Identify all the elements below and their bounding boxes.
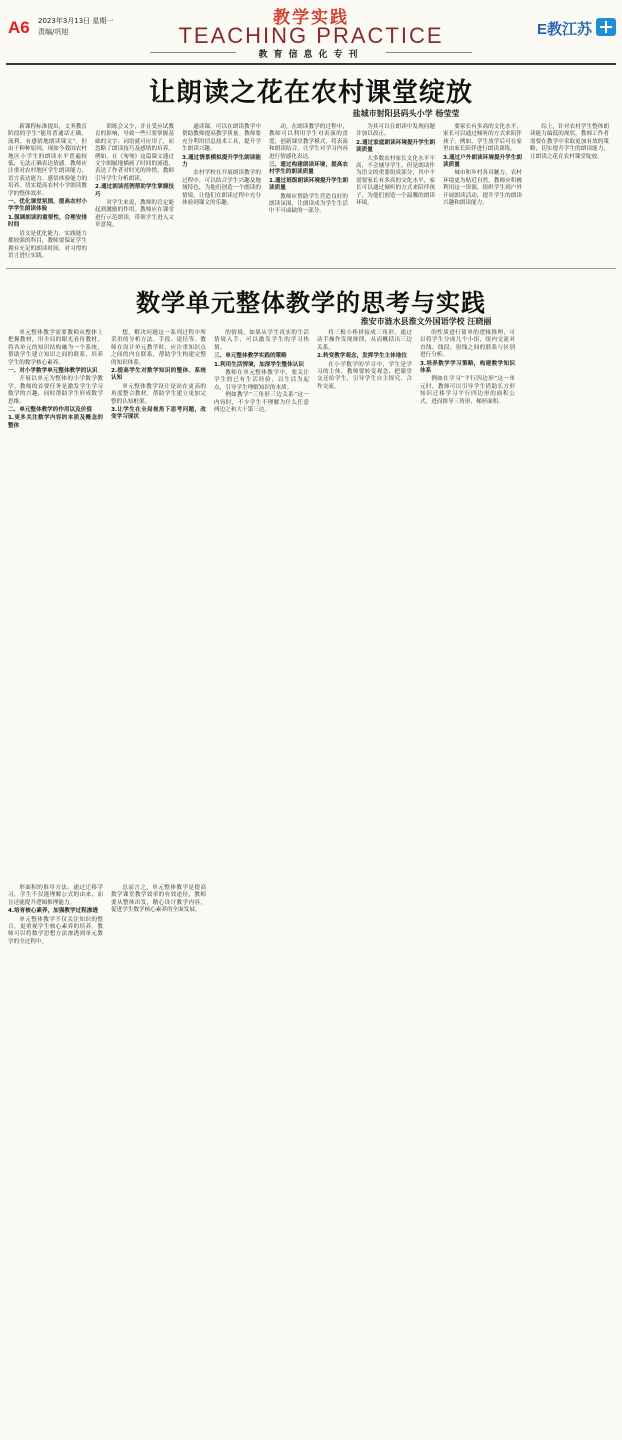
paragraph: 城市和乡村各具魅力，农村环境更为贴近自然，教师应积极利用这一资源，组织学生到户外开展朗读活动，提升学生的朗读兴趣和朗读能力。 — [443, 170, 522, 207]
section-heading: 一、对小学数学单元整体教学的认识 — [8, 368, 98, 375]
paragraph: 通读课，可以在朗读教学中帮助教师提高教学质量。教师要充分利用信息技术工具，提升学生朗读兴趣。 — [182, 124, 261, 153]
issue-editor: 责编/巩旭 — [38, 28, 69, 36]
paragraph: 对学生来说，教师的肯定能起到激励的作用。教师应在课堂进行示范朗读，带领学生进入文章意境。 — [95, 200, 174, 229]
section-heading: 2.提高学生对数学知识的整体、系统认知 — [111, 368, 206, 382]
masthead — [0, 0, 622, 66]
section-heading: 3.通过情景模拟提升学生朗读能力 — [182, 154, 261, 169]
section-heading: 1.更多关注数学内容的本质及概念的整体 — [8, 415, 103, 429]
section-heading: 1.通过班级朗读环境提升学生朗读质量 — [269, 177, 348, 192]
paragraph: 新课程标准提出，义务教育阶段的学生“能用普通话正确、流利、有感情地朗读课文”。但由于种种原因，现如今我国农村地区小学生的朗读水平普遍较低，无法正确表达情感。教师应注重对农村地区学生朗读能力、语言表达能力、感悟体验能力的培养，切实提高农村小学朗读教学的整体效率。 — [8, 124, 87, 197]
paragraph: 综上，针对农村学生整体朗读能力偏低的现状，教师工作者需要在教学中采取更加有效的策略，切实提升学生的朗读能力，让朗读之花在农村课堂绽放。 — [530, 124, 609, 160]
issue-date: 2023年3月13日 星期一 — [38, 17, 114, 25]
section-heading: 三、单元整体教学实践的策略 — [214, 353, 287, 360]
text-column — [8, 330, 103, 885]
paragraph: 教师在单元整体教学中，要关注学生的已有生活经验，以生活为起点，引导学生理解知识的本质。 — [214, 370, 309, 391]
paragraph: 将三根小棒拼接成三角形，通过动手操作发现规律，从而概括出三边关系。 — [317, 330, 412, 351]
section-heading: 3.培养数学学习策略，构建数学知识体系 — [420, 360, 515, 375]
brand-logo-icon — [596, 18, 616, 36]
text-column — [111, 885, 206, 1440]
article2-byline: 淮安市涟水县淮文外国语学校 汪晓丽 — [360, 317, 492, 326]
paragraph: 要家长有多高的文化水平，家长可以通过倾听的方式来陪伴孩子。例如，学生放学后可在家里由家长陪伴进行朗读训练。 — [443, 124, 522, 153]
paragraph: 语文是优化能力、实践能力都较强的科目，教师要保证学生拥有充足的朗读时间，对习得的语言进行实践。 — [8, 230, 87, 259]
article2-headline: 数学单元整体教学的思考与实践 — [136, 289, 486, 317]
paragraph: 想，解决问题这一系列过程中所采用的分析方法、手段、途径等。教师在设计单元教学时，应注重知识点之间的内在联系，帮助学生构建完整的知识体系。 — [111, 330, 206, 366]
paragraph: 训练会又少，并且受应试教育的影响，导致一些只要掌握基础的文字、词语就可应用了，而忽略了朗读技巧及感情的培养。例如，在《匆匆》这篇课文通过文字细腻地描画了时间的流逝，表达了作者对时光的珍惜，教师引导学生分析朗读。 — [95, 124, 174, 182]
section-heading: 一、优化课堂氛围，提高农村小学学生朗读体验 — [8, 199, 87, 213]
paragraph: 形面积的推导方法。通过迁移学习，学生不仅能理解公式的由来，而且还能提升逻辑推理能力。 — [8, 885, 103, 906]
section-heading: 二、单元整体教学的作用以及价值 — [8, 407, 92, 414]
text-column — [8, 885, 103, 1440]
text-column — [111, 330, 206, 885]
text-column — [356, 124, 435, 266]
text-column — [182, 124, 261, 266]
article2-body — [8, 330, 616, 945]
article1-body — [8, 124, 616, 266]
paragraph: 单元整体教学不仅关注知识的整合，更重视学生核心素养的培养。教师可以将数学思想方法渗透到单元教学的全过程中。 — [8, 916, 103, 945]
paragraph: 开展以单元为整体的小学数学教学，教师的首要任务是激发学生学习数学的兴趣，同时帮助学生形成数学思维。 — [8, 376, 103, 405]
article1-headline: 让朗读之花在农村课堂绽放 — [148, 78, 473, 108]
section-subtitle: 教育信息化专刊 — [258, 50, 364, 60]
paragraph: 大多数农村家长文化水平不高，不会辅导学生，但是朗读作为语文的重要组成部分，其中不需要家长有多高的文化水平，家长可以通过倾听的方式来陪伴孩子，为他们创造一个温馨的朗读环境。 — [356, 155, 435, 207]
article-divider — [6, 268, 616, 269]
paragraph: 农村学校在开展朗读教学的过程中，可以结合学生兴趣及地域特色，为他们创造一个朗读的情境，让他们在朗读过程中充分体验到课文的乐趣。 — [182, 170, 261, 207]
subtitle-rule-right — [386, 52, 472, 53]
paragraph: 总而言之，单元整体教学是提高数学课堂教学效率的有效途径，教师要从整体出发，精心设计教学内容，促进学生数学核心素养的全面发展。 — [111, 885, 206, 914]
paragraph: 的性质进行简单的逻辑推理，可以将学生分成几个小组，组内交流对直线、线段、射线之间的联系与区别进行分析。 — [420, 330, 515, 359]
section-title-en: TEACHING PRACTICE — [178, 23, 444, 48]
article1-byline: 盐城市射阳县码头小学 杨莹莹 — [352, 109, 460, 118]
masthead-divider — [6, 63, 616, 65]
paragraph: 的情境，如果从学生真实的生活情境入手，可以激发学生的学习热情。 — [214, 330, 309, 351]
section-heading: 4.培育核心素养，加强教学过程渗透 — [8, 908, 98, 915]
paragraph: 教师应帮助学生营造良好的朗读氛围，让朗读成为学生生活中不可或缺的一部分。 — [269, 193, 348, 215]
paragraph: 为其可以在朗读中发现问题并加以改正。 — [356, 124, 435, 138]
section-title-cn: 教学实践 — [273, 8, 349, 28]
text-column — [269, 124, 348, 266]
text-column — [317, 330, 412, 885]
brand-name: E教江苏 — [536, 21, 592, 38]
text-column — [420, 330, 515, 885]
paragraph: 在小学数学的学习中，学生是学习的主体，教师要转变观念，把课堂交还给学生，引导学生自主探究、合作交流。 — [317, 361, 412, 390]
paragraph: 单元整体教学设计是站在更高的角度整合教材，帮助学生建立更加完整的认知框架。 — [111, 383, 206, 405]
text-column — [443, 124, 522, 266]
section-heading: 3.通过户外朗读环境提升学生朗读质量 — [443, 154, 522, 169]
paragraph: 单元整体教学需要教师从整体上把握教材，用全局的眼光看待教材，将各单元的知识结构融为一个系统，帮助学生建立知识之间的联系，培养学生的数学核心素养。 — [8, 330, 103, 366]
section-heading: 2.通过家庭朗读环境提升学生朗读质量 — [356, 139, 435, 154]
section-heading: 1.强调朗读的重要性，合理安排时间 — [8, 214, 87, 229]
section-heading: 2.通过朗读范例帮助学生掌握技巧 — [95, 184, 174, 198]
paragraph: 动，在朗读教学的过程中，教师可以利用学生对表演的喜爱，创新课堂教学模式，将表演和朗读结合，让学生对学习内容进行情感化表达。 — [269, 124, 348, 160]
text-column — [8, 124, 87, 266]
text-column — [530, 124, 609, 266]
paragraph: 例如在学习“平行四边形”这一单元时，教师可以引导学生借助长方形知识迁移学习平行四边形的面积公式，进而推导三角形、梯形面积。 — [420, 376, 515, 405]
text-column — [214, 330, 309, 885]
page-number: A6 — [8, 18, 30, 37]
text-column — [95, 124, 174, 266]
section-heading: 3.让学生在全局视角下思考问题，改变学习现状 — [111, 407, 206, 421]
section-heading: 2.转变教学观念，发挥学生主体地位 — [317, 353, 407, 360]
section-heading: 1.利用生活情境，加深学生整体认识 — [214, 361, 304, 368]
section-heading: 三、通过构建朗读环境，提高农村学生的朗读质量 — [269, 162, 348, 176]
paragraph: 例如教学“三角形三边关系”这一内容时，不少学生不理解为什么任意两边之和大于第三边。 — [214, 392, 309, 414]
